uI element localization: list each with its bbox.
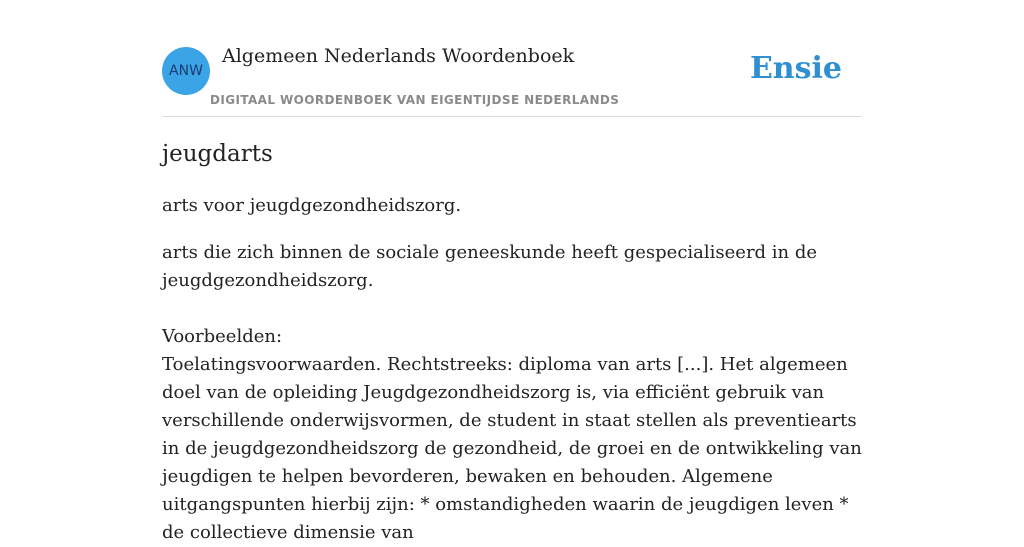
definition-2: arts die zich binnen de sociale geneeskunde heeft gespecialiseerd in de jeugdgezondheidszorg. — [162, 242, 818, 291]
example-text: Toelatingsvoorwaarden. Rechtstreeks: diploma van arts [...]. Het algemeen doel van de opleiding Jeugdgezondheidszorg is, via efficiënt gebruik van verschillende onderwijsvormen, de student in staat stellen als preventiearts in de jeugdgezondheidszorg de gezondheid, de groei en de ontwikkeling van jeugdigen te helpen bevorderen, bewaken en behouden. Algemene uitgangspunten hierbij zijn: * omstandigheden waarin de jeugdigen leven * de collectieve dimensie van — [162, 354, 862, 543]
entry-content — [162, 136, 864, 547]
definition-1: arts voor jeugdgezondheidszorg. — [162, 195, 462, 216]
site-header — [162, 0, 862, 117]
headword: jeugdarts — [162, 141, 273, 167]
site-subtitle: DIGITAAL WOORDENBOEK VAN EIGENTIJDSE NEDERLANDS — [210, 93, 620, 107]
anw-logo[interactable] — [162, 47, 210, 95]
site-title[interactable]: Algemeen Nederlands Woordenboek — [222, 45, 575, 67]
ensie-brand-link[interactable]: Ensie — [749, 51, 842, 86]
examples-label: Voorbeelden: — [162, 326, 283, 347]
logo-text: ANW — [169, 63, 203, 79]
